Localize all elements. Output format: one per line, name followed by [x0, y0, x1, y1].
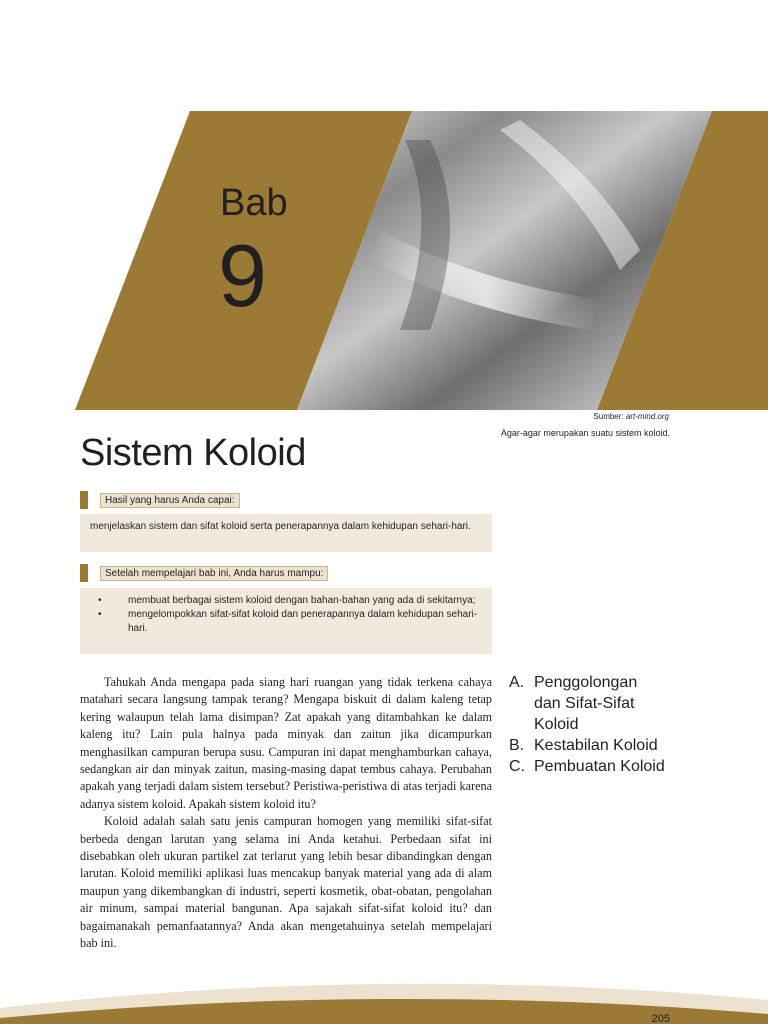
skills-list-item: • membuat berbagai sistem koloid dengan bahan-bahan yang ada di sekitarnya; [110, 594, 482, 608]
contents-letter: B. [509, 737, 525, 754]
chapter-label: Bab [220, 182, 288, 224]
skills-heading: Setelah mempelajari bab ini, Anda harus mampu: [100, 566, 328, 581]
contents-item [509, 756, 709, 777]
contents-letter: A. [509, 674, 525, 691]
intro-body [80, 674, 492, 953]
skills-list [90, 594, 482, 636]
chapter-number: 9 [218, 226, 267, 325]
accent-tick [80, 491, 88, 509]
contents-title: Penggolongan dan Sifat-Sifat Koloid [534, 674, 638, 733]
objectives-heading: Hasil yang harus Anda capai: [100, 493, 240, 508]
accent-tick [80, 564, 88, 582]
contents-item [509, 672, 709, 735]
skills-box [80, 588, 492, 654]
objectives-text: menjelaskan sistem dan sifat koloid serta penerapannya dalam kehidupan sehari-hari. [90, 521, 471, 532]
skills-heading-bar [80, 564, 492, 582]
photo-source [593, 412, 669, 421]
chapter-title: Sistem Koloid [80, 432, 306, 474]
intro-paragraph: Koloid adalah salah satu jenis campuran homogen yang memiliki sifat-sifat berbeda dengan larutan yang selama ini Anda ketahui. Perbedaan sifat ini disebabkan oleh ukuran partikel zat terlarut yang lebih besar dibandingkan dengan larutan. Koloid memiliki aplikasi luas mencakup banyak material yang ada di alam maupun yang dikembangkan di industri, seperti kosmetik, obat-obatan, pengolahan air minum, sampai material bangunan. Apa sajakah sifat-sifat koloid itu? dan bagaimanakah pemanfaatannya? Anda akan mengetahuinya setelah mempelajari bab ini. [80, 814, 492, 951]
skills-list-item: • mengelompokkan sifat-sifat koloid dan penerapannya dalam kehidupan sehari-hari. [110, 608, 482, 636]
page-number: 205 [651, 1013, 670, 1025]
chapter-contents [509, 672, 709, 777]
chapter-banner [0, 0, 768, 420]
photo-source-value: art-mind.org [625, 412, 669, 421]
contents-letter: C. [509, 758, 525, 775]
contents-title: Pembuatan Koloid [534, 758, 665, 775]
objectives-box [80, 514, 492, 552]
intro-paragraph: Tahukah Anda mengapa pada siang hari ruangan yang tidak terkena cahaya matahari secara langsung tampak terang? Mengapa biskuit di dalam kaleng tetap kering walaupun telah lama disimpan? Zat apakah yang ditambahkan ke dalam kaleng itu? Lain pula halnya pada minyak dan zaitun jika dicampurkan menghasilkan campuran berupa susu. Campuran ini dapat menghamburkan cahaya, sedangkan air dan minyak zaitun, masing-masing dapat tembus cahaya. Perubahan apakah yang terjadi dalam sistem tersebut? Peristiwa-peristiwa di atas terjadi karena adanya sistem koloid. Apakah sistem koloid itu? [80, 675, 492, 811]
contents-item [509, 735, 709, 756]
photo-caption: Agar-agar merupakan suatu sistem koloid. [500, 428, 670, 438]
contents-title: Kestabilan Koloid [534, 737, 658, 754]
objectives-heading-bar [80, 491, 492, 509]
photo-source-label: Sumber: [593, 412, 624, 421]
